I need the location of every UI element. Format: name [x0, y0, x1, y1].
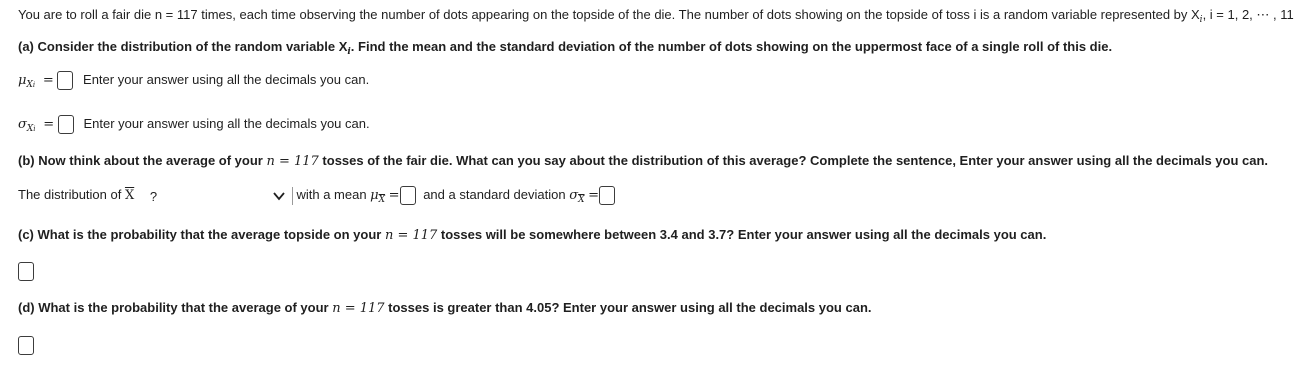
part-d-n: n = 117 — [332, 301, 385, 316]
intro-text — [18, 6, 1294, 29]
sigma-xbar-symbol: σ — [569, 188, 579, 203]
equals-sign: = — [388, 188, 400, 203]
sigma-hint: Enter your answer using all the decimals you can. — [83, 116, 370, 131]
part-c-pre: (c) What is the probability that the average topside on your — [18, 227, 385, 242]
mu-sub: Xi — [26, 80, 36, 90]
chevron-down-icon — [272, 191, 286, 201]
part-c-input[interactable] — [18, 262, 34, 281]
intro-sub-i: i — [1199, 15, 1203, 25]
part-a-question-tail: . Find the mean and the standard deviation of the number of dots showing on the uppermost face of a single roll of this die. — [350, 39, 1113, 54]
sigma-input[interactable] — [58, 115, 74, 134]
part-a-question — [18, 38, 1112, 61]
mu-input[interactable] — [57, 71, 73, 90]
part-d-pre: (d) What is the probability that the average of your — [18, 300, 333, 315]
part-b-post: tosses of the fair die. What can you say about the distribution of this average? Complete the sentence, Enter your answer using all the decimals you can. — [318, 153, 1269, 168]
part-b-question — [18, 152, 1268, 171]
mu-xbar-input[interactable] — [400, 186, 416, 205]
equals-sign: = — [588, 188, 600, 203]
dist-label: The distribution of — [18, 187, 125, 202]
part-d-post: tosses is greater than 4.05? Enter your answer using all the decimals you can. — [384, 300, 872, 315]
part-b-sentence — [18, 186, 615, 209]
intro-body: You are to roll a fair die n = 117 times, each time observing the number of dots appearing on the topside of the die. The number of dots showing on the topside of toss i is a random variable represented by X — [18, 7, 1200, 22]
part-c-n: n = 117 — [384, 228, 438, 243]
mu-xbar-sub: X — [378, 195, 386, 205]
sigma-row — [18, 115, 370, 138]
part-a-question-text: (a) Consider the distribution of the random variable X — [18, 39, 348, 54]
part-c-post: tosses will be somewhere between 3.4 and 3.7? Enter your answer using all the decimals you can. — [437, 227, 1047, 242]
part-c-question — [18, 226, 1046, 245]
part-b-pre: (b) Now think about the average of your — [18, 153, 267, 168]
intro-tail: , i = 1, 2, ⋯ , 11 — [1202, 7, 1294, 22]
mu-symbol: μ — [18, 73, 27, 88]
part-d-question — [18, 299, 872, 318]
sigma-sub: Xi — [26, 124, 36, 134]
equals-sign: = — [38, 73, 54, 88]
mu-xbar-symbol: μ — [370, 188, 379, 203]
part-d-answer-row — [18, 336, 34, 355]
sigma-symbol: σ — [18, 117, 27, 132]
mu-hint: Enter your answer using all the decimals you can. — [83, 72, 370, 87]
mu-row — [18, 71, 369, 94]
xbar-symbol: $\overline{X}$ — [124, 188, 135, 203]
part-a-sub-i: i — [347, 47, 351, 57]
distribution-select[interactable] — [142, 187, 290, 205]
with-mean-label: with a mean — [296, 187, 371, 202]
sigma-xbar-sub: X — [578, 195, 585, 205]
distribution-select-value: ? — [149, 188, 158, 204]
sigma-xbar-input[interactable] — [599, 186, 615, 205]
equals-sign: = — [39, 117, 55, 132]
part-c-answer-row — [18, 262, 34, 281]
part-d-input[interactable] — [18, 336, 34, 355]
and-sd-label: and a standard deviation — [423, 187, 570, 202]
select-divider — [292, 187, 293, 205]
part-b-n: n = 117 — [266, 154, 319, 169]
